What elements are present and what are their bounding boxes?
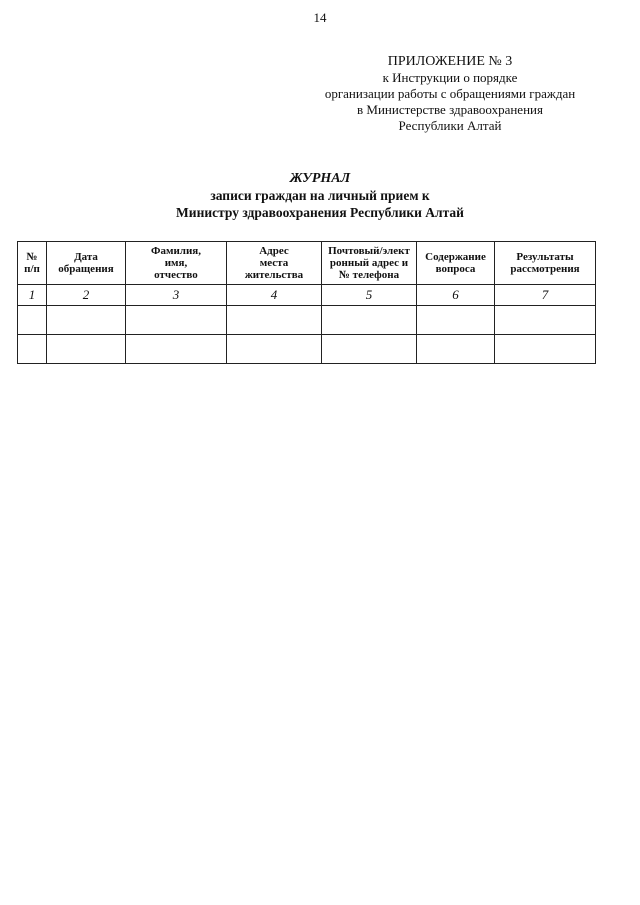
appendix-block — [300, 54, 600, 134]
journal-title: ЖУРНАЛ — [289, 171, 351, 186]
column-header: Почтовый/элект ронный адрес и № телефона — [322, 242, 417, 285]
column-number: 1 — [18, 285, 47, 306]
empty-cell — [18, 335, 47, 364]
column-header: Адрес места жительства — [227, 242, 322, 285]
appendix-line: организации работы с обращениями граждан — [324, 86, 576, 101]
empty-cell — [322, 306, 417, 335]
appendix-line: к Инструкции о порядке — [382, 70, 518, 85]
column-header: Фамилия, имя, отчество — [126, 242, 227, 285]
column-number: 5 — [322, 285, 417, 306]
column-number: 4 — [227, 285, 322, 306]
empty-cell — [417, 335, 495, 364]
journal-heading — [0, 170, 640, 221]
column-number: 3 — [126, 285, 227, 306]
empty-cell — [47, 306, 126, 335]
column-header: Дата обращения — [47, 242, 126, 285]
register-table — [17, 241, 596, 364]
journal-subtitle: Министру здравоохранения Республики Алтай — [176, 205, 464, 220]
column-number: 2 — [47, 285, 126, 306]
column-header: Результаты рассмотрения — [495, 242, 596, 285]
column-header: № п/п — [18, 242, 47, 285]
empty-cell — [126, 335, 227, 364]
column-number: 6 — [417, 285, 495, 306]
journal-subtitle: записи граждан на личный прием к — [210, 188, 430, 203]
column-number-row — [18, 285, 596, 306]
empty-cell — [495, 335, 596, 364]
table-row — [18, 306, 596, 335]
appendix-line: Республики Алтай — [398, 118, 502, 133]
empty-cell — [417, 306, 495, 335]
page-number: 14 — [313, 10, 327, 25]
column-header: Содержание вопроса — [417, 242, 495, 285]
empty-cell — [227, 335, 322, 364]
table-row — [18, 335, 596, 364]
empty-cell — [126, 306, 227, 335]
empty-cell — [495, 306, 596, 335]
empty-cell — [227, 306, 322, 335]
empty-cell — [18, 306, 47, 335]
header-row — [18, 242, 596, 285]
empty-cell — [322, 335, 417, 364]
column-number: 7 — [495, 285, 596, 306]
appendix-line: в Министерстве здравоохранения — [357, 102, 543, 117]
empty-cell — [47, 335, 126, 364]
appendix-title: ПРИЛОЖЕНИЕ № 3 — [387, 54, 513, 69]
